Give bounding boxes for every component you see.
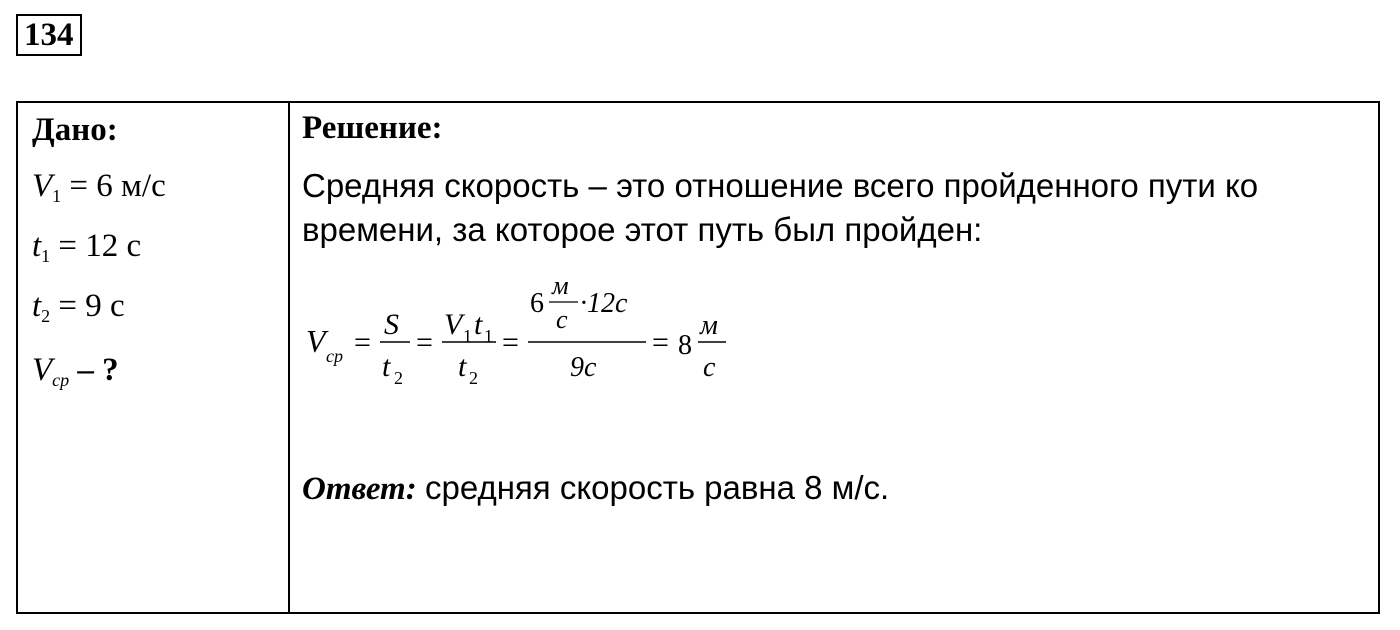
given-subscript: 1 (52, 186, 62, 206)
given-value: = 9 с (58, 288, 125, 324)
result-unit-num: м (700, 310, 718, 341)
given-subscript: ср (52, 370, 70, 390)
given-subscript: 2 (41, 306, 51, 326)
fraction2-num-b-sub: 1 (484, 326, 493, 346)
given-symbol: V (32, 352, 53, 388)
average-speed-formula (302, 272, 802, 402)
fraction1-numerator: S (384, 308, 399, 341)
given-item-v1 (32, 167, 166, 215)
fraction3-unit-den: с (556, 305, 568, 334)
answer-text: средняя скорость равна 8 м/с. (424, 469, 890, 506)
fraction2-num-a: V (444, 308, 463, 341)
fraction2-num-b: t (474, 308, 483, 341)
solution-text: Средняя скорость – это отношение всего пройденного пути ко времени, за которое этот путь был пройден: (302, 167, 1259, 248)
fraction2-den-sub: 2 (469, 368, 478, 388)
fraction3-denominator: 9с (570, 352, 597, 383)
result-coef: 8 (678, 330, 692, 361)
fraction3-num-rest: ·12с (580, 288, 628, 319)
answer (302, 468, 889, 509)
formula-lhs: V (306, 323, 326, 359)
fraction3-unit-num: м (552, 271, 569, 300)
fraction1-denominator: t (382, 350, 391, 383)
fraction3-coef: 6 (530, 288, 544, 319)
given-heading: Дано: (32, 112, 118, 148)
given-symbol: t (32, 228, 42, 264)
fraction2-num-a-sub: 1 (463, 326, 472, 346)
column-divider (288, 103, 290, 612)
given-value: = 12 с (58, 228, 142, 264)
formula-lhs-sub: ср (326, 346, 343, 366)
answer-label: Ответ: (302, 471, 417, 507)
given-item-t2 (32, 287, 125, 335)
formula-eq: = (652, 326, 669, 359)
given-subscript: 1 (41, 246, 51, 266)
formula-eq: = (502, 326, 519, 359)
given-unknown: – ? (77, 352, 119, 388)
given-symbol: V (32, 168, 53, 204)
fraction1-den-sub: 2 (394, 368, 403, 388)
given-item-vcp (32, 351, 119, 399)
problem-number: 134 (16, 14, 82, 56)
solution-heading: Решение: (302, 110, 443, 146)
given-symbol: t (32, 288, 42, 324)
fraction2-denominator: t (458, 350, 467, 383)
given-item-t1 (32, 227, 141, 275)
formula-eq: = (416, 326, 433, 359)
given-value: = 6 м/с (69, 168, 166, 204)
formula-eq: = (354, 326, 371, 359)
result-unit-den: с (703, 352, 716, 383)
